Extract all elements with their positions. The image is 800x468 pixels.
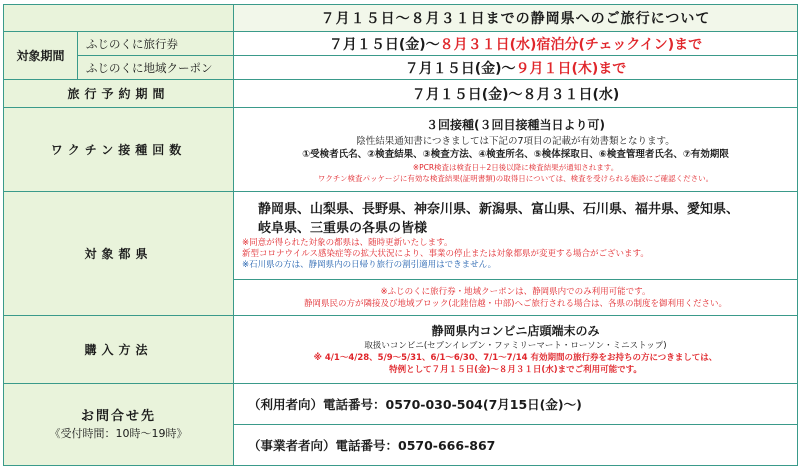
prefectures-blue-note: ※石川県の方は、静岡県内の日帰り旅行の割引適用はできません。 bbox=[242, 260, 497, 270]
purchase-stores: 取扱いコンビニ(セブンイレブン・ファミリーマート・ローソン・ミニストップ) bbox=[364, 341, 667, 351]
page-title: ７月１５日～８月３１日までの静岡県へのご旅行について bbox=[234, 5, 798, 32]
purchase-red-note-2: 特例として７月１５日(金)～８月３１日(水)までご利用可能です。 bbox=[389, 365, 642, 375]
purchase-main: 静岡県内コンビニ店頭端末のみ bbox=[431, 324, 600, 338]
coupon-period-end: ９月１日(木)まで bbox=[515, 60, 627, 77]
travel-ticket-label: ふじのくに旅行券 bbox=[78, 32, 234, 56]
campaign-table bbox=[3, 4, 798, 466]
coupon-period bbox=[234, 56, 798, 80]
purchase-details bbox=[234, 316, 798, 384]
vaccine-red-note-1: ※PCR検査は検査日＋2日後以降に検査結果が通知されます。 bbox=[412, 163, 619, 172]
booking-label: 旅行予約期間 bbox=[4, 80, 234, 108]
booking-period: ７月１５日(金)～８月３１日(水) bbox=[234, 80, 798, 108]
prefectures-red-note-2: 新型コロナウイルス感染症等の拡大状況により、事業の停止または対象都県が変更する場合がございます。 bbox=[242, 249, 649, 259]
travel-ticket-period-start: ７月１５日(金)～ bbox=[328, 36, 440, 53]
header-blank-cell bbox=[4, 5, 234, 32]
travel-ticket-period-end: ８月３１日(水)宿泊分(チェックイン)まで bbox=[439, 36, 703, 53]
user-phone: （利用者向）電話番号：0570-030-504(7月15日(金)～) bbox=[234, 384, 798, 425]
coupon-usage-note-2: 静岡県民の方が隣接及び地域ブロック(北陸信越・中部)へご旅行される場合は、各県の制度を御利用ください。 bbox=[304, 298, 727, 309]
prefectures-label: 対象都県 bbox=[4, 192, 234, 316]
coupon-period-start: ７月１５日(金)～ bbox=[404, 60, 516, 77]
travel-ticket-period bbox=[234, 32, 798, 56]
business-phone: （事業者者向）電話番号：0570-666-867 bbox=[234, 425, 798, 466]
prefectures-line-1: 静岡県、山梨県、長野県、神奈川県、新潟県、富山県、石川県、福井県、愛知県、 bbox=[258, 202, 740, 217]
period-label: 対象期間 bbox=[4, 32, 78, 80]
coupon-label: ふじのくに地域クーポン bbox=[78, 56, 234, 80]
coupon-usage-notes bbox=[234, 280, 798, 316]
prefectures-red-note-1: ※同意が得られた対象の都県は、随時更新いたします。 bbox=[242, 238, 453, 248]
vaccine-items: ①受検者氏名、②検査結果、③検査方法、④検査所名、⑤検体採取日、⑥検査管理者氏名、⑦有効期限 bbox=[302, 149, 729, 160]
purchase-label: 購入方法 bbox=[4, 316, 234, 384]
contact-label: お問合せ先 bbox=[80, 408, 156, 424]
coupon-usage-note-1: ※ふじのくに旅行券・地域クーポンは、静岡県内でのみ利用可能です。 bbox=[380, 286, 651, 297]
vaccine-note: 陰性結果通知書につきましては下記の7項目の記載が有効書類となります。 bbox=[356, 136, 675, 147]
prefectures-details bbox=[234, 192, 798, 280]
vaccine-doses: ３回接種(３回目接種当日より可) bbox=[426, 118, 605, 132]
vaccine-details bbox=[234, 108, 798, 192]
vaccine-label: ワクチン接種回数 bbox=[4, 108, 234, 192]
contact-hours: 《受付時間：10時～19時》 bbox=[49, 426, 188, 440]
vaccine-red-note-2: ワクチン検査パッケージに有効な検査結果(証明書類)の取得日については、検査を受けられる施設にご確認ください。 bbox=[317, 174, 714, 183]
contact-label-cell bbox=[4, 384, 234, 466]
prefectures-line-2: 岐阜県、三重県の各県の皆様 bbox=[258, 221, 428, 236]
purchase-red-note-1: ※ 4/1～4/28、5/9～5/31、6/1～6/30、7/1～7/14 有効期間の旅行券をお持ちの方につきましては、 bbox=[313, 353, 718, 363]
